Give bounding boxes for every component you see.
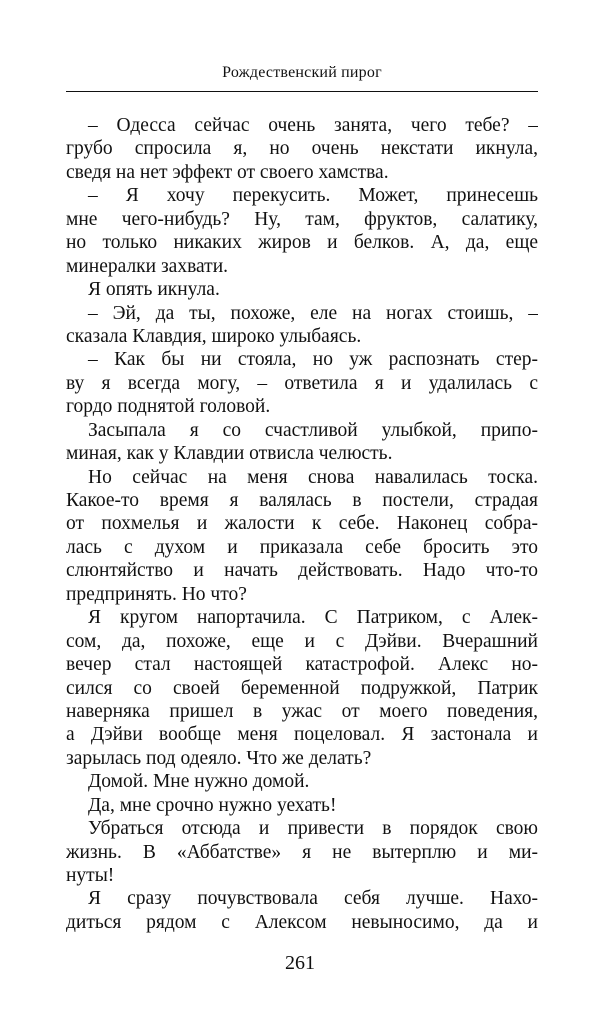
text-line: слюнтяйство и начать действовать. Надо что-то (66, 560, 538, 582)
text-line: сведя на нет эффект от своего хамства. (66, 161, 389, 183)
text-line: гордо поднятой головой. (66, 396, 271, 418)
header-rule (66, 91, 538, 92)
text-line: – Я хочу перекусить. Может, принесешь (88, 185, 538, 207)
paragraph (66, 770, 538, 793)
paragraph (66, 466, 538, 607)
text-line: сился со своей беременной подружкой, Патрик (66, 677, 538, 699)
text-line: Я сразу почувствовала себя лучше. Нахо- (88, 888, 538, 910)
text-line: ву я всегда могу, – ответила я и удалилась с (66, 372, 538, 394)
text-line: диться рядом с Алексом невыносимо, да и (66, 911, 538, 933)
text-line: а Дэйви вообще меня поцеловал. Я застонала и (66, 724, 538, 746)
text-line: Какое-то время я валялась в постели, страдая (66, 490, 538, 511)
paragraph (66, 419, 538, 466)
text-line: – Как бы ни стояла, но уж распознать стер- (88, 349, 538, 371)
text-line: Засыпала я со счастливой улыбкой, припо- (88, 419, 538, 441)
paragraph (66, 114, 538, 184)
text-line: зарылась под одеяло. Что же делать? (66, 747, 372, 769)
text-line: Но сейчас на меня снова навалилась тоска. (88, 466, 538, 488)
page-body (66, 114, 538, 934)
page-number: 261 (285, 952, 315, 974)
text-line: мне чего-нибудь? Ну, там, фруктов, салатику, (66, 208, 538, 230)
text-line: Я кругом напортачила. С Патриком, с Алек- (88, 607, 538, 629)
text-line: нуты! (66, 865, 115, 886)
paragraph (66, 278, 538, 301)
text-line: от похмелья и жалости к себе. Наконец собра- (66, 513, 538, 535)
text-line: миная, как у Клавдии отвисла челюсть. (66, 443, 393, 465)
text-line: предпринять. Но что? (66, 583, 247, 605)
paragraph (66, 887, 538, 934)
text-line: вечер стал настоящей катастрофой. Алекс но- (66, 654, 538, 676)
text-line: Домой. Мне нужно домой. (88, 771, 310, 793)
text-line: сом, да, похоже, еще и с Дэйви. Вчерашний (66, 630, 538, 652)
text-line: сказала Клавдия, широко улыбаясь. (66, 325, 362, 347)
text-line: грубо спросила я, но очень некстати икнула, (66, 138, 538, 160)
text-line: Убраться отсюда и привести в порядок свою (88, 818, 538, 840)
text-line: – Одесса сейчас очень занята, чего тебе? – (88, 115, 538, 136)
text-line: – Эй, да ты, похоже, еле на ногах стоишь, – (88, 302, 538, 324)
paragraph (66, 606, 538, 770)
text-line: но только никаких жиров и белков. А, да, еще (66, 232, 538, 254)
paragraph (66, 794, 538, 817)
text-line: наверняка пришел в ужас от моего поведения, (66, 700, 538, 722)
text-line: Да, мне срочно нужно уехать! (88, 794, 337, 816)
text-line: жизнь. В «Аббатстве» я не вытерплю и ми- (66, 841, 538, 863)
paragraph (66, 348, 538, 418)
text-line: Я опять икнула. (88, 279, 220, 301)
running-header: Рождественский пирог (222, 64, 382, 81)
paragraph (66, 184, 538, 278)
paragraph (66, 817, 538, 887)
paragraph (66, 302, 538, 349)
text-line: лась с духом и приказала себе бросить это (66, 536, 538, 558)
text-line: минералки захвати. (66, 255, 228, 277)
